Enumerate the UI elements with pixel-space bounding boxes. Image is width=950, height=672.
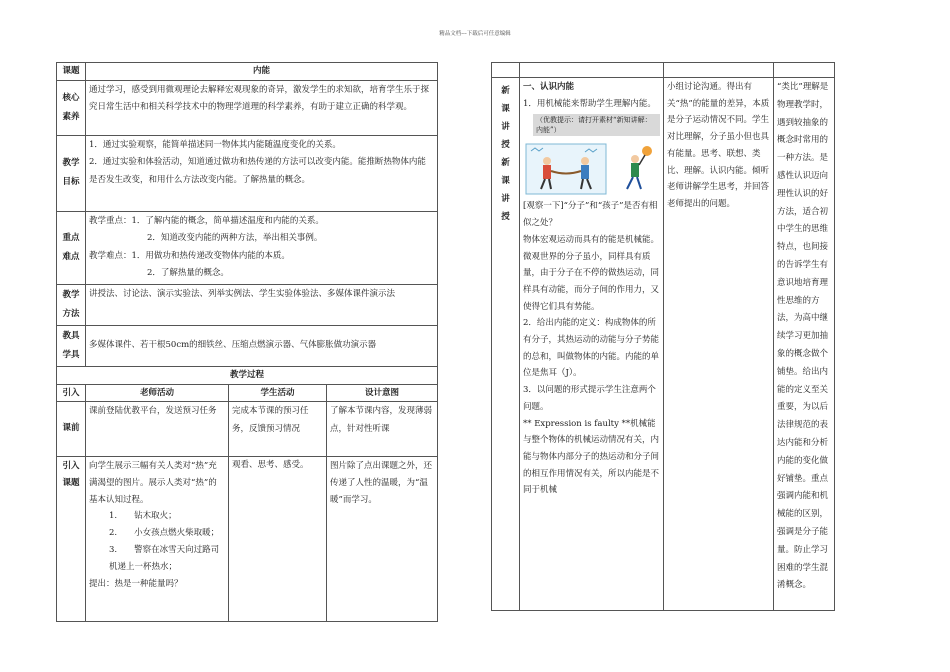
resource-hint: （优教提示：请打开素材“新知讲解：内能”） bbox=[533, 114, 660, 136]
ball-play-illustration bbox=[617, 143, 659, 195]
literacy-label: 核心素养 bbox=[57, 80, 86, 135]
key-label: 重点难点 bbox=[57, 211, 86, 284]
pre-student: 完成本节课的预习任务，反馈预习情况 bbox=[229, 402, 327, 457]
page-header: 精品文档---下载后可任意编辑 bbox=[439, 31, 511, 37]
tools-label: 教具学具 bbox=[57, 325, 86, 366]
point-2: 2．给出内能的定义：构成物体的所有分子，其热运动的动能与分子势能的总和，叫做物体的内能。内能的单位是焦耳（J）。 bbox=[523, 318, 660, 379]
section-label-text: 新课讲授新课讲授 bbox=[501, 86, 510, 222]
topic-label: 课题 bbox=[57, 63, 86, 81]
col-student: 学生活动 bbox=[229, 384, 327, 402]
left-lesson-table bbox=[56, 62, 438, 622]
key-point-1: 教学重点：1．了解内能的概念，简单描述温度和内能的关系。 bbox=[89, 215, 324, 226]
student-activity: 小组讨论沟通。得出有关“热”的能量的差异，本质是分子运动情况不同。学生对比理解，分子虽小但也具有能量。思考、联想、类比、理解。认识内能。倾听老师讲解学生思考，并回答老师提出的问题。 bbox=[664, 78, 774, 611]
pre-design: 了解本节课内容，发现薄弱点，针对性听课 bbox=[327, 402, 438, 457]
right-top-blank-4 bbox=[774, 63, 835, 78]
method-text: 讲授法、讨论法、演示实验法、列举实例法、学生实验体验法、多媒体课件演示法 bbox=[86, 284, 438, 325]
intro-line-3: 2. 小女孩点燃火柴取暖； bbox=[109, 528, 220, 539]
pre-teacher: 课前登陆优教平台，发送预习任务 bbox=[86, 402, 229, 457]
intro-label: 引入课题 bbox=[57, 457, 86, 622]
design-intent: “类比”理解是物理教学时，遇到较抽象的概念时常用的一种方法。是感性认识迈向理性认识的好方法，适合初中学生的思维特点，也间接的告诉学生有意识地培育理性思维的方法，为高中继续学习更加抽象的概念做个铺垫。给出内能的定义至关重要，为以后法律规范的表达内能和分析内能的变化做好铺垫。重点强调内能和机械能的区别，强调是分子能量。防止学习困难的学生混淆概念。 bbox=[774, 78, 835, 611]
main-title: 一、认识内能 bbox=[523, 82, 575, 92]
intro-line-2: 1. 钻木取火； bbox=[109, 511, 177, 522]
right-lesson-table bbox=[491, 62, 835, 611]
intro-line-4: 3. 警察在冰雪天向过路司机递上一杯热水； bbox=[109, 544, 220, 572]
tug-of-war-illustration bbox=[525, 143, 607, 195]
col-teacher: 老师活动 bbox=[86, 384, 229, 402]
topic-value: 内能 bbox=[86, 63, 438, 81]
observe-prompt: [观察一下]“分子”和“孩子”是否有相似之处？ bbox=[523, 201, 658, 229]
goals-cell bbox=[86, 135, 438, 211]
point-1: 1．用机械能来帮助学生理解内能。 bbox=[523, 98, 656, 109]
teacher-content bbox=[520, 78, 664, 611]
intro-design: 图片除了点出课题之外，还传递了人性的温暖，为“温暖”而学习。 bbox=[327, 457, 438, 622]
key-cell bbox=[86, 211, 438, 284]
intro-line-5: 提出：热是一种能量吗？ bbox=[89, 578, 183, 589]
intro-teacher bbox=[86, 457, 229, 622]
pre-label: 课前 bbox=[57, 402, 86, 457]
right-top-blank-2 bbox=[520, 63, 664, 78]
col-design: 设计意图 bbox=[327, 384, 438, 402]
right-top-blank-3 bbox=[664, 63, 774, 78]
goal-2: 2．通过实验和体验活动，知道通过做功和热传递的方法可以改变内能。能推断热物体内能是否发生改变，和用什么方法改变内能。了解热量的概念。 bbox=[89, 157, 426, 185]
key-point-4: 2．了解热量的概念。 bbox=[147, 268, 229, 278]
illustrations bbox=[525, 143, 660, 195]
goals-label: 教学目标 bbox=[57, 135, 86, 211]
literacy-text: 通过学习，感受到用微观理论去解释宏观现象的奇异，激发学生的求知欲，培育学生乐于探究日常生活中和相关科学技术中的物理学道理的科学素养，有助于建立正确的科学观。 bbox=[86, 80, 438, 135]
section-label bbox=[492, 78, 520, 611]
intro-student: 观看、思考、感受。 bbox=[229, 457, 327, 622]
right-top-blank-1 bbox=[492, 63, 520, 78]
col-intro: 引入 bbox=[57, 384, 86, 402]
method-label: 教学方法 bbox=[57, 284, 86, 325]
body-text-1: 物体宏观运动而具有的能是机械能。微观世界的分子虽小，同样具有质量，由于分子在不停的做热运动，同样具有动能，而分子间的作用力，又使得它们具有势能。 bbox=[523, 234, 660, 312]
key-point-3: 教学难点：1．用做功和热传递改变物体内能的本质。 bbox=[89, 250, 290, 261]
point-3: 3．以问题的形式提示学生注意两个问题。 bbox=[523, 385, 656, 412]
goal-1: 1．通过实验观察，能简单描述同一物体其内能随温度变化的关系。 bbox=[89, 139, 341, 150]
expression-text: ** Expression is faulty **机械能与整个物体的机械运动情况有关，内能与物体内部分子的热运动和分子间的相互作用情况有关，所以内能是不同于机械 bbox=[523, 418, 660, 496]
intro-line-1: 向学生展示三幅有关人类对“热”充满渴望的图片。展示人类对“热”的基本认知过程。 bbox=[89, 461, 217, 505]
process-title: 教学过程 bbox=[57, 366, 438, 384]
key-point-2: 2．知道改变内能的两种方法，举出相关事例。 bbox=[147, 233, 323, 243]
tools-text: 多媒体课件、若干根50cm的细铁丝、压缩点燃演示器、气体膨胀做功演示器 bbox=[86, 325, 438, 366]
